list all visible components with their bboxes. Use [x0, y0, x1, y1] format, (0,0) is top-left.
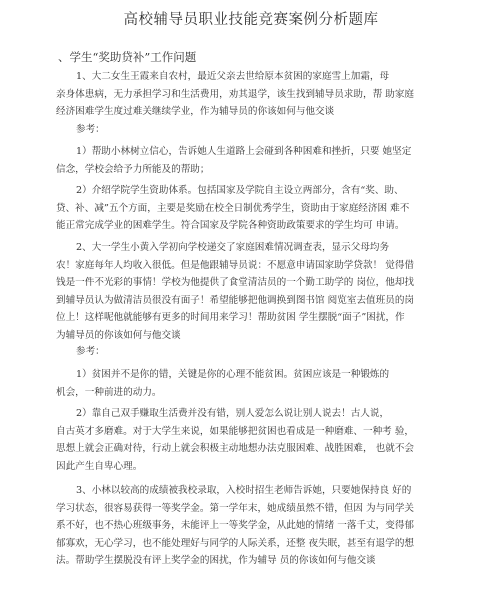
paragraph-line: 为辅导员的你该如何与他交谈 [56, 329, 181, 341]
paragraph-line: 1）帮助小林树立信心，告诉她人生道路上会碰到各种困难和挫折，只要 她坚定 [76, 146, 412, 157]
paragraph-line: 1、大二女生王霞来自农村，最近父亲去世给原本贫困的家庭雪上加霜，母 [76, 71, 390, 82]
paragraph-line: 因此产生自卑心理。 [56, 460, 143, 472]
paragraph-line: 思想上就会正确对待，行动上就会积极主动地想办法克服困难、战胜困难， 也就不会 [56, 443, 415, 454]
paragraph-line: 参考： [76, 346, 105, 357]
paragraph-line: 郁寡欢，无心学习，也不能处理好与同学的人际关系，还整 夜失眠，甚至有退学的想 [56, 537, 415, 549]
paragraph-line: 1）贫困并不是你的错，关键是你的心理不能贫困。贫困应该是一种锻炼的 [76, 369, 390, 380]
paragraph-6 [56, 343, 448, 361]
paragraph-line: 学习状态，很容易获得一等奖学金。第一学年末，她成绩虽然不错，但因 为与同学关 [56, 502, 415, 514]
paragraph-line: 系不好，也不热心班级事务，未能评上一等奖学金，从此她的情绪 一落千丈，变得郁 [56, 520, 415, 531]
paragraph-3 [56, 143, 448, 178]
paragraph-line: 位上！这样呢他就能够有更多的时间用来学习！帮助贫困 学生摆脱“面子”困扰，作 [56, 312, 405, 323]
paragraph-1 [56, 68, 448, 121]
paragraph-line: 法。帮助学生摆脱没有评上奖学金的困扰，作为辅导 员的你该如何与他交谈 [56, 555, 376, 566]
paragraph-8 [56, 405, 448, 475]
paragraph-line: 贷、补、减”五个方面，主要是奖励在校全日制优秀学生，资助由于家庭经济困 难不 [56, 202, 410, 214]
paragraph-line: 参考： [76, 124, 105, 135]
paragraph-line: 钱是一件不光彩的事情！学校为他提供了食堂清洁员的一个勤工助学的 岗位，他却找 [56, 277, 415, 288]
paragraph-5 [56, 239, 448, 344]
paragraph-9 [56, 482, 448, 570]
paragraph-7 [56, 366, 448, 401]
section-heading: 、学生“奖助贷补”工作问题 [58, 50, 197, 64]
paragraph-line: 到辅导员认为做清洁员很没有面子！希望能够把他调换到图书馆 阅览室去值班员的岗 [56, 294, 415, 306]
paragraph-4 [56, 182, 448, 235]
paragraph-line: 亲身体患病，无力承担学习和生活费用，劝其退学，该生找到辅导员求助，帮 助家庭 [56, 88, 415, 100]
paragraph-line: 2）介绍学院学生资助体系。包括国家及学院自主设立两部分，含有“奖、助、 [76, 185, 404, 196]
paragraph-line: 机会，一种前进的动力。 [56, 386, 162, 398]
paragraph-2 [56, 121, 448, 139]
paragraph-line: 农！家庭每年人均收入很低。但是他跟辅导员说：不愿意申请国家助学贷款！ 觉得借 [56, 259, 415, 271]
paragraph-line: 能正常完成学业的困难学生。符合国家及学院各种资助政策要求的学生均可 申请。 [56, 220, 405, 231]
document-title: 高校辅导员职业技能竞赛案例分析题库 [123, 12, 379, 28]
paragraph-line: 2、大一学生小黄入学初向学校递交了家庭困难情况调查表，显示父母均务 [76, 242, 390, 253]
paragraph-line: 3、小林以较高的成绩被我校录取，入校时招生老师告诉她，只要她保持良 好的 [76, 485, 412, 496]
paragraph-line: 2）靠自己双手赚取生活费并没有错，别人爱怎么说让别人说去！古人说， [76, 408, 390, 419]
paragraph-line: 自古英才多磨难。对于大学生来说，如果能够把贫困也看成是一种磨难、一种考 验， [56, 425, 415, 437]
paragraph-line: 信念，学校会给予力所能及的帮助； [56, 163, 210, 175]
paragraph-line: 经济困难学生度过难关继续学业，作为辅导员的你该如何与他交谈 [56, 106, 335, 117]
